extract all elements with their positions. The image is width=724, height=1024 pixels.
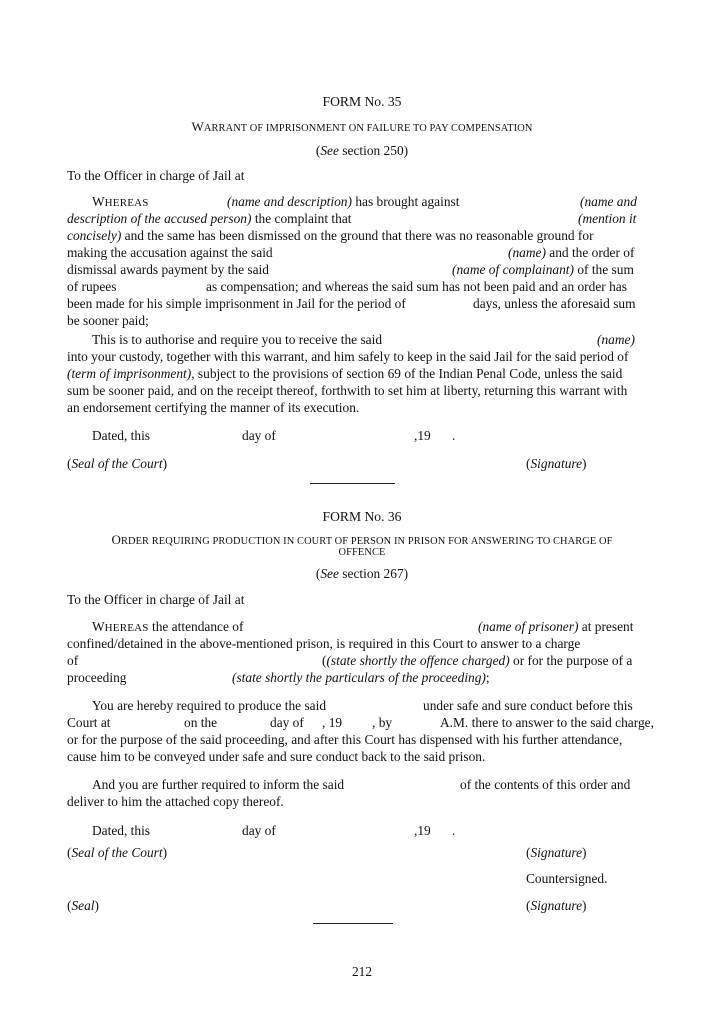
form36-p2-l1a: You are hereby required to produce the said bbox=[92, 698, 327, 713]
form36-dated-this: Dated, this bbox=[92, 823, 151, 838]
form35-heading: WARRANT OF IMPRISONMENT ON FAILURE TO PAY COMPENSATION bbox=[191, 119, 533, 134]
form36-p2-l4: cause him to be conveyed under safe and sure conduct back to the said prison. bbox=[67, 749, 486, 764]
form35-p1-l7a: been made for his simple imprisonment in Jail for the period of bbox=[67, 296, 406, 311]
form35-p2-l4: sum be sooner paid, and on the receipt thereof, forthwith to set him at liberty, returning this warrant with bbox=[67, 383, 628, 398]
form35-signature: (Signature) bbox=[526, 456, 587, 471]
form35-p2-l2: into your custody, together with this warrant, and him safely to keep in the said Jail for the said period of bbox=[67, 349, 629, 364]
form35-p1-l7b: days, unless the aforesaid sum bbox=[473, 296, 636, 311]
form36-p2-l2d: , 19 bbox=[322, 715, 343, 730]
form35-p1-l3: concisely) and the same has been dismissed on the ground that there was no reasonable ground for bbox=[67, 228, 594, 243]
form36-seal: (Seal) bbox=[67, 898, 99, 913]
form36-p1-l1a: WHEREAS the attendance of bbox=[92, 619, 244, 634]
form35-p1-l5a: dismissal awards payment by the said bbox=[67, 262, 269, 277]
form35-dated-this: Dated, this bbox=[92, 428, 151, 443]
form36-seal-of-court: (Seal of the Court) bbox=[67, 845, 168, 860]
form35-p1-l4a: making the accusation against the said bbox=[67, 245, 273, 260]
form35-p1-l1d: (name and bbox=[580, 194, 637, 209]
form36-year: ,19 bbox=[414, 823, 431, 838]
form35-p2-l1b: (name) bbox=[597, 332, 635, 347]
form36-p3-l1a: And you are further required to inform the said bbox=[92, 777, 345, 792]
separator-line-bottom bbox=[313, 923, 393, 924]
form36-dot: . bbox=[452, 823, 456, 838]
form35-dot: . bbox=[452, 428, 456, 443]
form36-p1-l3b: ((state shortly the offence charged) or for the purpose of a bbox=[322, 653, 633, 668]
form35-p1-l6a: of rupees bbox=[67, 279, 117, 294]
form36-p3-l2: deliver to him the attached copy thereof. bbox=[67, 794, 284, 809]
form36-p1-l2: confined/detained in the above-mentioned prison, is required in this Court to answer to a charge bbox=[67, 636, 581, 651]
form35-to-officer: To the Officer in charge of Jail at bbox=[67, 168, 245, 183]
form36-p2-l2f: A.M. there to answer to the said charge, bbox=[440, 715, 654, 730]
form36-p1-l3a: of bbox=[67, 653, 79, 668]
form36-p2-l2e: , by bbox=[372, 715, 393, 730]
form36-see-section: (See section 267) bbox=[315, 566, 409, 581]
form36-title: FORM No. 36 bbox=[322, 509, 402, 524]
form35-p2-l1a: This is to authorise and require you to receive the said bbox=[92, 332, 383, 347]
form35-whereas: WHEREAS bbox=[92, 194, 149, 209]
form35-p1-l8: be sooner paid; bbox=[67, 313, 149, 328]
form36-p1-l4b: (state shortly the particulars of the proceeding); bbox=[232, 670, 490, 685]
form36-heading-line1: ORDER REQUIRING PRODUCTION IN COURT OF PERSON IN PRISON FOR ANSWERING TO CHARGE OF bbox=[111, 532, 613, 547]
form35-p2-l3: (term of imprisonment), subject to the provisions of section 69 of the Indian Penal Code, unless the said bbox=[67, 366, 623, 381]
form36-signature-2: (Signature) bbox=[526, 898, 587, 913]
form35-title: FORM No. 35 bbox=[322, 94, 402, 109]
form35-p1-l2a: description of the accused person) the complaint that bbox=[67, 211, 352, 226]
form36-p1-l1b: (name of prisoner) at present bbox=[478, 619, 634, 634]
form36-p2-l1b: under safe and sure conduct before this bbox=[423, 698, 633, 713]
form36-p2-l2c: day of bbox=[270, 715, 304, 730]
form36-p1-l4a: proceeding bbox=[67, 670, 127, 685]
form36-p2-l2b: on the bbox=[184, 715, 218, 730]
form35-day-of: day of bbox=[242, 428, 276, 443]
form35-p1-l4b: (name) and the order of bbox=[508, 245, 635, 260]
form35-seal-of-court: (Seal of the Court) bbox=[67, 456, 168, 471]
form36-countersigned: Countersigned. bbox=[526, 871, 608, 886]
form35-p1-l1b: (name and description) has brought against bbox=[227, 194, 460, 209]
form36-p3-l1b: of the contents of this order and bbox=[460, 777, 631, 792]
form35-p2-l5: an endorsement certifying the manner of its execution. bbox=[67, 400, 360, 415]
form36-p2-l3: or for the purpose of the said proceeding, and after this Court has dispensed with his further attendance, bbox=[67, 732, 623, 747]
form35-year: ,19 bbox=[414, 428, 431, 443]
form36-signature-1: (Signature) bbox=[526, 845, 587, 860]
form35-p1-l2c: (mention it bbox=[578, 211, 637, 226]
form36-p2-l2a: Court at bbox=[67, 715, 111, 730]
form36-to-officer: To the Officer in charge of Jail at bbox=[67, 592, 245, 607]
form35-p1-l6b: as compensation; and whereas the said sum has not been paid and an order has bbox=[206, 279, 627, 294]
separator-line bbox=[310, 483, 395, 484]
page-number: 212 bbox=[351, 964, 373, 979]
form36-day-of: day of bbox=[242, 823, 276, 838]
form35-see-section: (See section 250) bbox=[315, 143, 409, 158]
form36-heading-line2: OFFENCE bbox=[338, 547, 386, 558]
form35-p1-l5b: (name of complainant) of the sum bbox=[452, 262, 634, 277]
